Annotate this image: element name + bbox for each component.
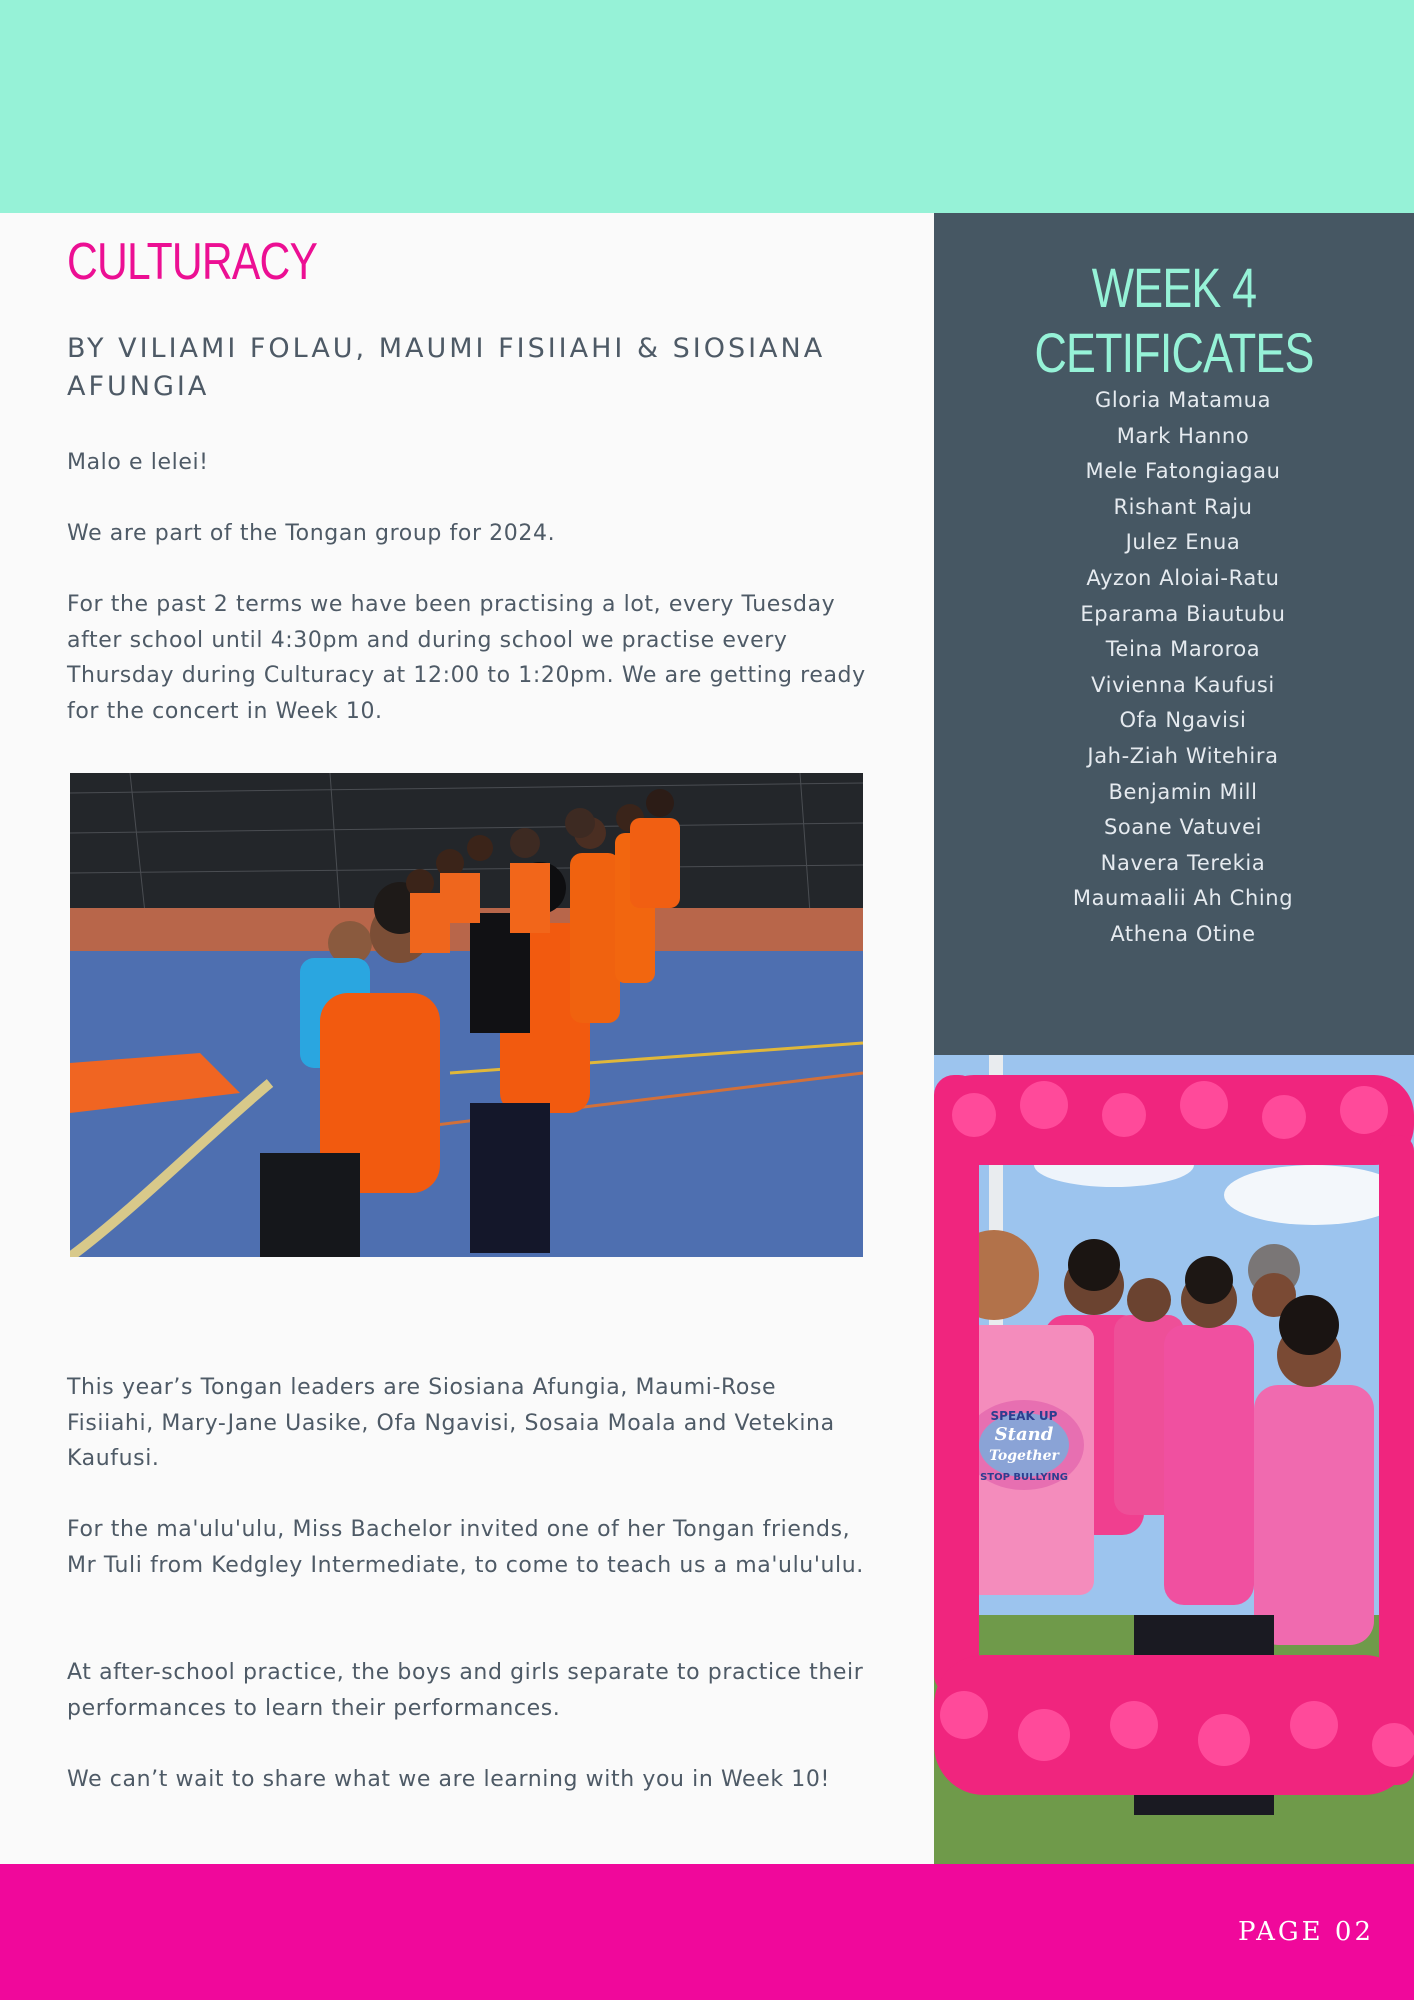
footer-band bbox=[0, 1864, 1414, 2000]
certificate-name: Vivienna Kaufusi bbox=[1091, 672, 1275, 697]
certificate-name: Rishant Raju bbox=[1113, 494, 1253, 519]
certificate-name: Soane Vatuvei bbox=[1103, 815, 1263, 840]
certificates-title-text: WEEK 4 CETIFICATES bbox=[1034, 256, 1314, 384]
article-paragraph: For the past 2 terms we have been practising a lot, every Tuesday after school until 4:30pm and during school we practise every Thursday during Culturacy at 12:00 to 1:20pm. We are getting ready for the concert in Week 10. bbox=[67, 592, 866, 724]
article-paragraph: We are part of the Tongan group for 2024. bbox=[67, 521, 556, 546]
tug-of-war-photo bbox=[70, 773, 863, 1257]
article-paragraph: At after-school practice, the boys and girls separate to practice their performances to learn their performances. bbox=[67, 1660, 864, 1721]
certificate-name: Athena Otine bbox=[1110, 921, 1256, 946]
certificate-name: Jah-Ziah Witehira bbox=[1087, 743, 1279, 768]
article-paragraph: This year’s Tongan leaders are Siosiana Afungia, Maumi-Rose Fisiiahi, Mary-Jane Uasike, Ofa Ngavisi, Sosaia Moala and Vetekina Kaufusi. bbox=[67, 1375, 835, 1471]
certificate-name: Ofa Ngavisi bbox=[1119, 708, 1247, 733]
shirt-text: Stand bbox=[994, 1424, 1054, 1445]
certificate-name: Ayzon Aloiai-Ratu bbox=[1086, 565, 1280, 590]
article-paragraph: We can’t wait to share what we are learning with you in Week 10! bbox=[67, 1767, 830, 1792]
certificate-name: Navera Terekia bbox=[1100, 850, 1266, 875]
article-paragraph: For the ma'ulu'ulu, Miss Bachelor invited one of her Tongan friends, Mr Tuli from Kedgley Intermediate, to come to teach us a ma'ulu'ulu. bbox=[67, 1517, 864, 1578]
certificate-name: Mele Fatongiagau bbox=[1085, 459, 1281, 484]
certificates-list bbox=[1000, 383, 1366, 953]
certificate-name: Eparama Biautubu bbox=[1080, 601, 1286, 626]
article-paragraph: Malo e lelei! bbox=[67, 450, 209, 475]
article-byline: BY VILIAMI FOLAU, MAUMI FISIIAHI & SIOSIANA AFUNGIA bbox=[67, 333, 826, 402]
page-number: PAGE 02 bbox=[1238, 1917, 1374, 1947]
certificate-name: Teina Maroroa bbox=[1105, 637, 1261, 662]
pink-shirt-day-photo bbox=[934, 1055, 1414, 1864]
certificate-name: Mark Hanno bbox=[1116, 423, 1250, 448]
shirt-text: STOP BULLYING bbox=[980, 1472, 1068, 1483]
shirt-text: Together bbox=[989, 1448, 1059, 1464]
article-title: CULTURACY bbox=[67, 233, 318, 291]
certificate-name: Julez Enua bbox=[1125, 530, 1241, 555]
shirt-text: SPEAK UP bbox=[990, 1409, 1058, 1423]
certificate-name: Benjamin Mill bbox=[1108, 779, 1258, 804]
certificate-name: Maumaalii Ah Ching bbox=[1072, 886, 1294, 911]
header-band bbox=[0, 0, 1414, 213]
certificates-title bbox=[934, 255, 1414, 385]
certificate-name: Gloria Matamua bbox=[1094, 388, 1272, 412]
